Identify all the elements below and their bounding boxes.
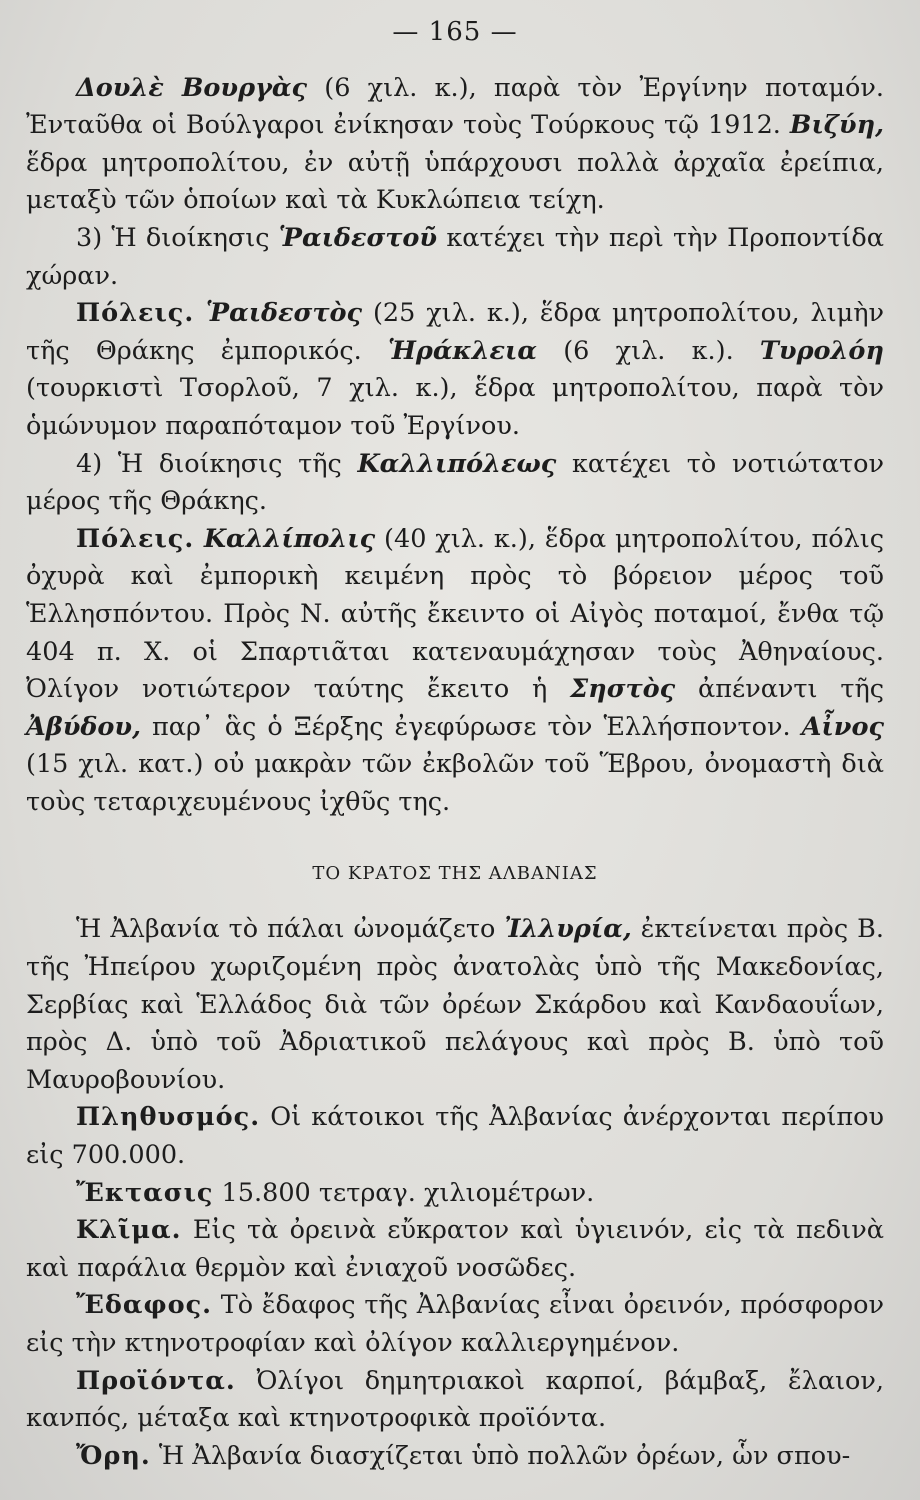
paragraph-climate: [26, 1212, 884, 1287]
section-heading: Ὄρη.: [76, 1440, 151, 1471]
body-text: Ἡ Ἀλβανία τὸ πάλαι ὠνομάζετο: [76, 914, 505, 945]
body-text: ἀπέναντι τῆς: [675, 674, 884, 705]
body-text: (25 χιλ. κ.), ἕδρα μητροπολίτου, λιμὴν τῆς Θράκης ἐμπορικός.: [26, 298, 884, 366]
chapter-title: ΤΟ ΚΡΑΤΟΣ ΤΗΣ ΑΛΒΑΝΙΑΣ: [312, 863, 598, 885]
place-name: Ἰλλυρία,: [504, 914, 632, 945]
body-text: παρ᾿ ἃς ὁ Ξέρξης ἐγεφύρωσε τὸν Ἑλλήσποντον.: [141, 711, 802, 742]
paragraph-kallipolis-district: [26, 446, 884, 521]
body-text: (6 χιλ. κ.).: [536, 335, 760, 366]
place-name: Βιζύη,: [789, 110, 884, 141]
paragraph-raidestos-cities: [26, 295, 884, 445]
place-name: Καλλίπολις: [194, 523, 376, 554]
body-text: 3) Ἡ διοίκησις: [76, 222, 279, 253]
body-text: Τὸ ἔδαφος τῆς Ἀλβανίας εἶναι ὀρεινόν, πρόσφορον εἰς τὴν κτηνοτροφίαν καὶ ὀλίγον καλλιεργημένον.: [26, 1290, 884, 1358]
section-heading: Πόλεις.: [76, 298, 195, 329]
section-heading: Ἔδαφος.: [76, 1290, 212, 1321]
section-heading: Προϊόντα.: [76, 1365, 236, 1396]
body-text: ἐκτείνεται πρὸς Β. τῆς Ἠπείρου χωριζομένη πρὸς ἀνατολὰς ὑπὸ τῆς Μακεδονίας, Σερβίας καὶ Ἑλλάδος διὰ τῶν ὀρέων Σκάρδου καὶ Κανδαουΐων, πρὸς Δ. ὑπὸ τοῦ Ἀδριατικοῦ πελάγους καὶ πρὸς Β. ὑπὸ τοῦ Μαυροβουνίου.: [26, 914, 884, 1095]
body-text: κατέχει τὸ νοτιώτατον μέρος τῆς Θράκης.: [26, 448, 884, 517]
section-heading: Πληθυσμός.: [76, 1102, 261, 1133]
paragraph-products: [26, 1363, 884, 1438]
body-text: 4) Ἡ διοίκησις τῆς: [76, 448, 358, 479]
body-text: Ὀλίγοι δημητριακοὶ καρποί, βάμβαξ, ἔλαιον, κανπός, μέταξα καὶ κτηνοτροφικὰ προϊόντα.: [26, 1365, 884, 1434]
place-name: Σηστὸς: [570, 674, 676, 705]
body-text: Εἰς τὰ ὀρεινὰ εὔκρατον καὶ ὑγιεινόν, εἰς τὰ πεδινὰ καὶ παράλια θερμὸν καὶ ἐνιαχοῦ νοσῶδες.: [26, 1215, 884, 1283]
place-name: Τυρολόη: [759, 335, 884, 366]
paragraph-bourgas-bizye: [26, 70, 884, 220]
place-name: Ἀβύδου,: [26, 711, 141, 742]
paragraph-population: [26, 1099, 884, 1174]
place-name: Δουλὲ Βουργὰς: [76, 72, 308, 103]
body-text: Οἱ κάτοικοι τῆς Ἀλβανίας ἀνέρχονται περίπου εἰς 700.000.: [26, 1102, 884, 1171]
place-name: Ῥαιδεστοῦ: [278, 222, 438, 253]
paragraph-mountains: [26, 1438, 884, 1476]
section-heading: Ἔκτασις: [76, 1177, 214, 1208]
body-text: 15.800 τετραγ. χιλιομέτρων.: [213, 1177, 595, 1208]
place-name: Ἡράκλεια: [388, 335, 537, 366]
body-text: (τουρκιστὶ Τσορλοῦ, 7 χιλ. κ.), ἕδρα μητροπολίτου, παρὰ τὸν ὁμώνυμον παραπόταμον τοῦ Ἐργίνου.: [26, 373, 884, 441]
body-text: Ἡ Ἀλβανία διασχίζεται ὑπὸ πολλῶν ὀρέων, ὧν σπου-: [150, 1440, 851, 1471]
section-heading: Πόλεις.: [76, 523, 195, 554]
section-heading: Κλῖμα.: [76, 1215, 182, 1246]
body-text: ἕδρα μητροπολίτου, ἐν αὐτῇ ὑπάρχουσι πολλὰ ἀρχαῖα ἐρείπια, μεταξὺ τῶν ὁποίων καὶ τὰ Κυκλώπεια τείχη.: [26, 147, 884, 216]
place-name: Καλλιπόλεως: [357, 448, 557, 479]
body-text: (40 χιλ. κ.), ἕδρα μητροπολίτου, πόλις ὀχυρὰ καὶ ἐμπορικὴ κειμένη πρὸς τὸ βόρειον μέρος τοῦ Ἑλλησπόντου. Πρὸς Ν. αὐτῆς ἔκειντο οἱ Αἰγὸς ποταμοί, ἔνθα τῷ 404 π. Χ. οἱ Σπαρτιᾶται κατεναυμάχησαν τοὺς Ἀθηναίους. Ὀλίγον νοτιώτερον ταύτης ἔκειτο ἡ: [26, 523, 884, 705]
paragraph-soil: [26, 1287, 884, 1362]
body-text: κατέχει τὴν περὶ τὴν Προποντίδα χώραν.: [26, 222, 884, 291]
body-text: (6 χιλ. κ.), παρὰ τὸν Ἐργίνην ποταμόν. Ἐνταῦθα οἱ Βούλγαροι ἐνίκησαν τοὺς Τούρκους τῷ 1912.: [26, 72, 884, 141]
paragraph-kallipolis-cities: [26, 521, 884, 822]
place-name: Αἶνος: [801, 711, 884, 742]
paragraph-albania-intro: [26, 911, 884, 1099]
page-number: — 165 —: [392, 17, 518, 47]
paragraph-area: [26, 1175, 884, 1213]
body-text: (15 χιλ. κατ.) οὐ μακρὰν τῶν ἐκβολῶν τοῦ Ἕβρου, ὀνομαστὴ διὰ τοὺς τεταριχευμένους ἰχθῦς της.: [26, 749, 884, 817]
paragraph-raidestos-district: [26, 220, 884, 295]
place-name: Ῥαιδεστὸς: [194, 298, 363, 329]
